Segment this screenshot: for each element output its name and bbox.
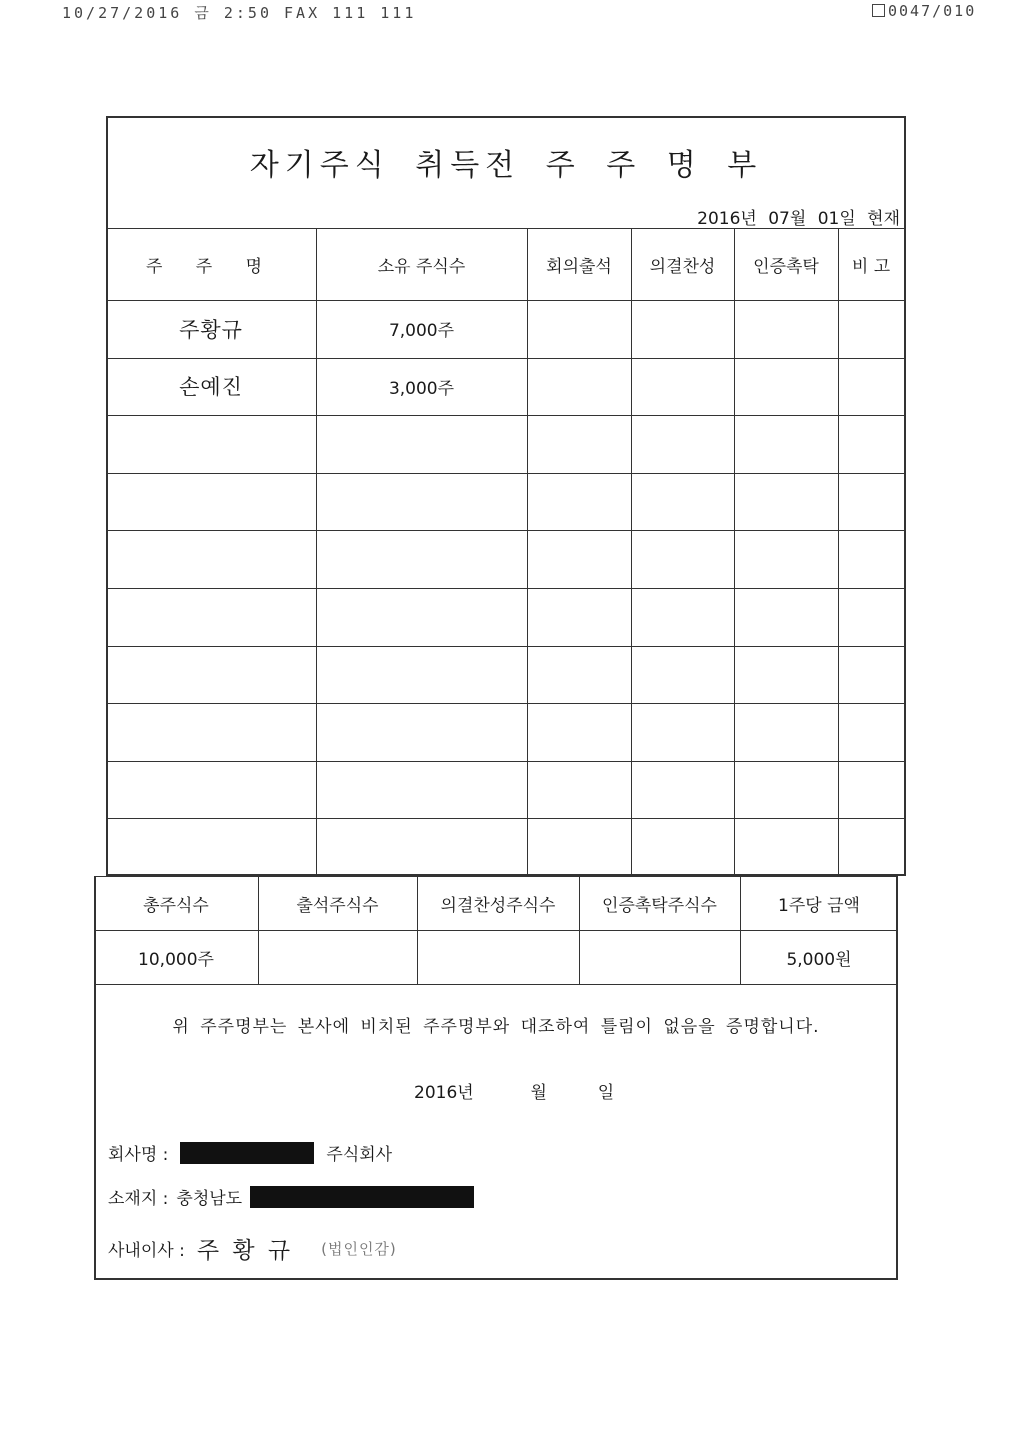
approving-shares-header: 의결찬성주식수 xyxy=(440,895,556,916)
table-rule xyxy=(106,818,904,819)
table-rule xyxy=(106,646,904,647)
table-rule xyxy=(106,761,904,762)
shares-owned-cell: 7,000주 xyxy=(388,321,455,342)
header-meeting-attendance: 회의출석 xyxy=(546,256,612,277)
fax-page-counter: 0047/010 xyxy=(888,2,977,20)
table-rule xyxy=(106,588,904,589)
director-name: 주 황 규 xyxy=(196,1238,294,1264)
par-value-per-share-value: 5,000원 xyxy=(786,949,852,970)
header-shareholder-name: 주 주 명 xyxy=(145,256,277,277)
table-rule xyxy=(106,415,904,416)
par-value-per-share-header: 1주당 금액 xyxy=(778,895,860,916)
fax-checkbox-icon xyxy=(872,4,885,17)
address-line xyxy=(108,1184,474,1209)
address-label: 소재지 : xyxy=(108,1189,169,1209)
attending-shares-header: 출석주식수 xyxy=(296,895,379,916)
company-suffix: 주식회사 xyxy=(326,1145,393,1165)
header-shares-owned: 소유 주식수 xyxy=(377,256,466,277)
column-rule xyxy=(527,228,528,876)
shareholder-name-cell: 주황규 xyxy=(179,317,243,342)
company-label: 회사명 : xyxy=(108,1145,169,1165)
director-line xyxy=(108,1232,397,1265)
column-rule xyxy=(734,228,735,876)
column-rule xyxy=(631,228,632,876)
company-line xyxy=(108,1140,392,1165)
notarized-shares-header: 인증촉탁주식수 xyxy=(602,895,717,916)
header-vote-approval: 의결찬성 xyxy=(649,256,716,277)
date-year: 2016년 xyxy=(414,1083,474,1103)
total-shares-header: 총주식수 xyxy=(143,895,209,916)
document-title: 자기주식 취득전 주 주 명 부 xyxy=(249,148,763,183)
shares-owned-cell: 3,000주 xyxy=(388,378,455,399)
address-value: 충청남도 xyxy=(176,1189,243,1209)
fax-header-right xyxy=(872,2,976,20)
certification-date xyxy=(414,1078,614,1103)
date-month: 월 xyxy=(530,1083,547,1103)
certification-statement: 위 주주명부는 본사에 비치된 주주명부와 대조하여 틀림이 없음을 증명합니다. xyxy=(172,1017,820,1037)
table-rule xyxy=(106,530,904,531)
company-name-redaction xyxy=(180,1142,314,1164)
fax-header-left: 10/27/2016 금 2:50 FAX 111 111 xyxy=(62,4,417,22)
header-remarks: 비 고 xyxy=(851,256,891,277)
summary-rule xyxy=(94,984,898,985)
address-redaction xyxy=(250,1186,474,1208)
date-day: 일 xyxy=(597,1083,615,1103)
director-label: 사내이사 : xyxy=(108,1241,185,1261)
as-of-date: 2016년 07월 01일 현재 xyxy=(697,209,900,229)
seal-note: (법인인감) xyxy=(321,1240,397,1258)
table-rule xyxy=(106,703,904,704)
column-rule xyxy=(838,228,839,876)
total-shares-value: 10,000주 xyxy=(138,949,214,970)
table-rule xyxy=(106,473,904,474)
shareholder-name-cell: 손예진 xyxy=(179,375,243,400)
header-notarization: 인증촉탁 xyxy=(753,256,819,277)
